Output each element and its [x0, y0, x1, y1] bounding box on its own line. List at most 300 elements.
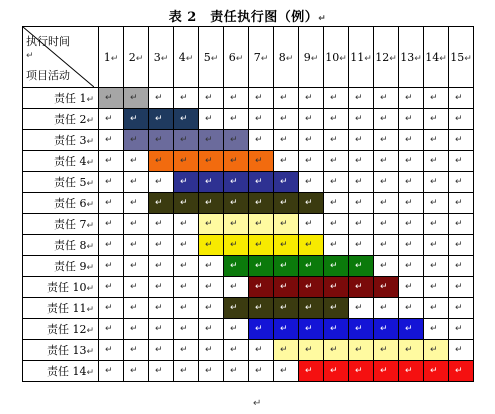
paragraph-mark: ↵	[280, 198, 288, 208]
paragraph-mark: ↵	[305, 303, 313, 313]
paragraph-mark: ↵	[405, 219, 413, 229]
schedule-cell-filled	[274, 340, 299, 361]
paragraph-mark: ↵	[364, 53, 372, 64]
paragraph-mark: ↵	[180, 114, 188, 124]
paragraph-mark: ↵	[230, 282, 238, 292]
paragraph-mark: ↵	[330, 324, 338, 334]
schedule-cell	[274, 151, 299, 172]
paragraph-mark: ↵	[430, 156, 438, 166]
row-label-cell	[23, 214, 99, 235]
paragraph-mark: ↵	[355, 219, 363, 229]
schedule-cell-filled	[224, 214, 249, 235]
schedule-cell-filled	[249, 151, 274, 172]
paragraph-mark: ↵	[155, 282, 163, 292]
schedule-cell-filled	[299, 319, 324, 340]
header-row	[23, 27, 474, 88]
schedule-cell-filled	[274, 172, 299, 193]
paragraph-mark: ↵	[86, 137, 94, 147]
paragraph-mark: ↵	[305, 93, 313, 103]
paragraph-mark: ↵	[355, 282, 363, 292]
schedule-cell	[449, 172, 474, 193]
schedule-cell	[174, 361, 199, 382]
schedule-cell	[99, 361, 124, 382]
paragraph-mark: ↵	[180, 303, 188, 313]
paragraph-mark: ↵	[130, 135, 138, 145]
paragraph-mark: ↵	[86, 347, 94, 357]
table-row	[23, 151, 474, 172]
schedule-cell	[124, 151, 149, 172]
schedule-cell-filled	[249, 214, 274, 235]
schedule-cell	[99, 340, 124, 361]
paragraph-mark: ↵	[280, 261, 288, 271]
paragraph-mark: ↵	[405, 366, 413, 376]
schedule-cell-filled	[424, 340, 449, 361]
schedule-cell-filled	[349, 277, 374, 298]
schedule-cell-filled	[249, 298, 274, 319]
schedule-cell-filled	[174, 151, 199, 172]
schedule-cell	[149, 298, 174, 319]
paragraph-mark: ↵	[280, 219, 288, 229]
table-row	[23, 298, 474, 319]
paragraph-mark: ↵	[180, 240, 188, 250]
paragraph-mark: ↵	[355, 156, 363, 166]
paragraph-mark: ↵	[155, 303, 163, 313]
schedule-cell	[449, 298, 474, 319]
column-header-15	[449, 27, 474, 88]
schedule-cell-filled	[299, 298, 324, 319]
paragraph-mark: ↵	[305, 345, 313, 355]
paragraph-mark: ↵	[235, 53, 244, 64]
paragraph-mark: ↵	[105, 261, 113, 271]
column-header-label: 2	[128, 50, 136, 64]
paragraph-mark: ↵	[105, 114, 113, 124]
paragraph-mark: ↵	[330, 261, 338, 271]
schedule-cell	[199, 361, 224, 382]
paragraph-mark: ↵	[355, 261, 363, 271]
schedule-cell	[199, 109, 224, 130]
schedule-cell-filled	[299, 361, 324, 382]
row-label: 责任 13	[46, 344, 87, 357]
schedule-cell	[324, 88, 349, 109]
paragraph-mark: ↵	[205, 345, 213, 355]
paragraph-mark: ↵	[230, 261, 238, 271]
schedule-cell	[349, 298, 374, 319]
schedule-cell	[199, 340, 224, 361]
paragraph-mark: ↵	[430, 219, 438, 229]
schedule-cell	[149, 277, 174, 298]
paragraph-mark: ↵	[318, 14, 327, 24]
schedule-cell	[449, 88, 474, 109]
paragraph-mark: ↵	[405, 198, 413, 208]
schedule-cell	[149, 361, 174, 382]
schedule-cell	[424, 88, 449, 109]
schedule-cell-filled	[274, 214, 299, 235]
schedule-cell	[124, 214, 149, 235]
schedule-cell-filled	[224, 172, 249, 193]
schedule-cell	[324, 172, 349, 193]
schedule-cell-filled	[374, 340, 399, 361]
column-header-label: 4	[178, 50, 186, 64]
column-header-label: 6	[228, 50, 236, 64]
schedule-cell-filled	[399, 361, 424, 382]
schedule-cell-filled	[149, 130, 174, 151]
paragraph-mark: ↵	[330, 219, 338, 229]
paragraph-mark: ↵	[205, 135, 213, 145]
schedule-cell	[124, 319, 149, 340]
paragraph-mark: ↵	[285, 53, 294, 64]
schedule-cell	[174, 277, 199, 298]
paragraph-mark: ↵	[180, 261, 188, 271]
schedule-cell	[274, 130, 299, 151]
paragraph-mark: ↵	[405, 324, 413, 334]
paragraph-mark: ↵	[389, 53, 397, 64]
corner-label-activity: 项目活动	[26, 69, 70, 82]
paragraph-mark: ↵	[380, 135, 388, 145]
schedule-cell	[149, 214, 174, 235]
row-label: 责任 11	[46, 302, 87, 315]
schedule-cell-filled	[199, 151, 224, 172]
paragraph-mark: ↵	[305, 324, 313, 334]
row-label-cell	[23, 361, 99, 382]
schedule-cell	[174, 319, 199, 340]
paragraph-mark: ↵	[105, 324, 113, 334]
paragraph-mark: ↵	[155, 261, 163, 271]
paragraph-mark: ↵	[130, 177, 138, 187]
schedule-cell-filled	[249, 235, 274, 256]
paragraph-mark: ↵	[405, 114, 413, 124]
schedule-cell-filled	[249, 256, 274, 277]
paragraph-mark: ↵	[455, 198, 463, 208]
schedule-cell	[399, 151, 424, 172]
row-label-cell	[23, 277, 99, 298]
schedule-cell-filled	[174, 130, 199, 151]
paragraph-mark: ↵	[405, 135, 413, 145]
paragraph-mark: ↵	[105, 366, 113, 376]
schedule-cell	[449, 235, 474, 256]
schedule-cell-filled	[199, 235, 224, 256]
paragraph-mark: ↵	[380, 282, 388, 292]
schedule-cell	[99, 109, 124, 130]
schedule-cell	[399, 235, 424, 256]
row-label-cell	[23, 256, 99, 277]
paragraph-mark: ↵	[430, 282, 438, 292]
paragraph-mark: ↵	[355, 114, 363, 124]
paragraph-mark: ↵	[205, 324, 213, 334]
row-label-cell	[23, 298, 99, 319]
schedule-cell-filled	[424, 361, 449, 382]
schedule-cell	[149, 235, 174, 256]
schedule-cell	[124, 193, 149, 214]
paragraph-mark: ↵	[180, 156, 188, 166]
schedule-cell-filled	[449, 361, 474, 382]
column-header-12	[374, 27, 399, 88]
paragraph-mark: ↵	[330, 198, 338, 208]
paragraph-mark: ↵	[414, 53, 422, 64]
schedule-cell-filled	[249, 319, 274, 340]
paragraph-mark: ↵	[430, 324, 438, 334]
paragraph-mark: ↵	[255, 324, 263, 334]
schedule-cell	[349, 193, 374, 214]
schedule-cell	[124, 256, 149, 277]
paragraph-mark: ↵	[380, 366, 388, 376]
schedule-cell	[449, 256, 474, 277]
schedule-cell	[224, 361, 249, 382]
row-label-cell	[23, 319, 99, 340]
paragraph-mark: ↵	[155, 93, 163, 103]
paragraph-mark: ↵	[355, 324, 363, 334]
paragraph-mark: ↵	[205, 93, 213, 103]
schedule-cell	[424, 130, 449, 151]
schedule-cell	[149, 88, 174, 109]
row-label: 责任 14	[46, 365, 87, 378]
schedule-cell	[449, 277, 474, 298]
schedule-cell-filled	[349, 361, 374, 382]
paragraph-mark: ↵	[439, 53, 447, 64]
paragraph-mark: ↵	[305, 240, 313, 250]
paragraph-mark: ↵	[230, 135, 238, 145]
paragraph-mark: ↵	[160, 53, 169, 64]
schedule-cell-filled	[349, 319, 374, 340]
paragraph-mark: ↵	[305, 114, 313, 124]
schedule-cell	[224, 319, 249, 340]
paragraph-mark: ↵	[155, 240, 163, 250]
paragraph-mark: ↵	[255, 240, 263, 250]
row-label: 责任 2	[53, 113, 87, 126]
paragraph-mark: ↵	[155, 366, 163, 376]
schedule-cell-filled	[274, 256, 299, 277]
paragraph-mark: ↵	[230, 345, 238, 355]
schedule-cell-filled	[199, 130, 224, 151]
responsibility-execution-table	[22, 26, 474, 382]
end-paragraph-mark: ↵	[253, 398, 262, 409]
schedule-cell	[374, 256, 399, 277]
paragraph-mark: ↵	[455, 135, 463, 145]
schedule-cell-filled	[199, 193, 224, 214]
schedule-cell	[399, 256, 424, 277]
paragraph-mark: ↵	[255, 93, 263, 103]
schedule-cell-filled	[224, 193, 249, 214]
paragraph-mark: ↵	[255, 219, 263, 229]
schedule-cell-filled	[149, 193, 174, 214]
schedule-cell	[124, 298, 149, 319]
paragraph-mark: ↵	[430, 303, 438, 313]
schedule-cell	[299, 130, 324, 151]
paragraph-mark: ↵	[280, 240, 288, 250]
paragraph-mark: ↵	[255, 177, 263, 187]
row-label-cell	[23, 109, 99, 130]
paragraph-mark: ↵	[180, 93, 188, 103]
paragraph-mark: ↵	[355, 303, 363, 313]
schedule-cell	[449, 130, 474, 151]
paragraph-mark: ↵	[130, 366, 138, 376]
schedule-cell-filled	[274, 319, 299, 340]
paragraph-mark: ↵	[330, 303, 338, 313]
corner-label-time: 执行时间	[26, 35, 70, 48]
table-row	[23, 256, 474, 277]
paragraph-mark: ↵	[455, 345, 463, 355]
column-header-6	[224, 27, 249, 88]
schedule-cell	[99, 151, 124, 172]
schedule-cell	[399, 130, 424, 151]
paragraph-mark: ↵	[155, 324, 163, 334]
row-label: 责任 12	[46, 323, 87, 336]
schedule-cell	[224, 340, 249, 361]
paragraph-mark: ↵	[455, 219, 463, 229]
paragraph-mark: ↵	[305, 156, 313, 166]
paragraph-mark: ↵	[455, 261, 463, 271]
paragraph-mark: ↵	[455, 114, 463, 124]
paragraph-mark: ↵	[280, 303, 288, 313]
schedule-cell	[149, 172, 174, 193]
paragraph-mark: ↵	[86, 116, 94, 126]
schedule-cell-filled	[324, 277, 349, 298]
paragraph-mark: ↵	[230, 303, 238, 313]
schedule-cell	[424, 277, 449, 298]
paragraph-mark: ↵	[230, 366, 238, 376]
schedule-cell	[199, 298, 224, 319]
paragraph-mark: ↵	[230, 177, 238, 187]
paragraph-mark: ↵	[155, 198, 163, 208]
paragraph-mark: ↵	[130, 114, 138, 124]
corner-paragraph-mark: ↵	[26, 51, 34, 61]
schedule-cell	[174, 256, 199, 277]
column-header-14	[424, 27, 449, 88]
schedule-cell	[324, 109, 349, 130]
paragraph-mark: ↵	[280, 282, 288, 292]
schedule-cell	[124, 361, 149, 382]
paragraph-mark: ↵	[455, 177, 463, 187]
paragraph-mark: ↵	[339, 53, 347, 64]
paragraph-mark: ↵	[305, 177, 313, 187]
schedule-cell	[399, 298, 424, 319]
schedule-cell	[274, 88, 299, 109]
paragraph-mark: ↵	[105, 177, 113, 187]
paragraph-mark: ↵	[380, 324, 388, 334]
schedule-cell	[324, 130, 349, 151]
paragraph-mark: ↵	[205, 177, 213, 187]
paragraph-mark: ↵	[305, 261, 313, 271]
paragraph-mark: ↵	[180, 345, 188, 355]
schedule-cell	[349, 235, 374, 256]
paragraph-mark: ↵	[380, 198, 388, 208]
schedule-cell	[399, 277, 424, 298]
schedule-cell	[299, 109, 324, 130]
schedule-cell	[299, 88, 324, 109]
paragraph-mark: ↵	[380, 240, 388, 250]
schedule-cell	[374, 109, 399, 130]
paragraph-mark: ↵	[130, 219, 138, 229]
schedule-cell	[99, 319, 124, 340]
paragraph-mark: ↵	[405, 93, 413, 103]
table-row	[23, 172, 474, 193]
schedule-cell	[299, 151, 324, 172]
paragraph-mark: ↵	[130, 198, 138, 208]
column-header-1	[99, 27, 124, 88]
paragraph-mark: ↵	[455, 366, 463, 376]
schedule-cell	[449, 151, 474, 172]
paragraph-mark: ↵	[355, 345, 363, 355]
schedule-cell	[199, 88, 224, 109]
schedule-cell-filled	[399, 319, 424, 340]
paragraph-mark: ↵	[405, 240, 413, 250]
paragraph-mark: ↵	[105, 282, 113, 292]
schedule-cell	[424, 298, 449, 319]
paragraph-mark: ↵	[205, 156, 213, 166]
paragraph-mark: ↵	[86, 242, 94, 252]
paragraph-mark: ↵	[455, 324, 463, 334]
paragraph-mark: ↵	[355, 135, 363, 145]
schedule-cell	[224, 109, 249, 130]
paragraph-mark: ↵	[105, 93, 113, 103]
schedule-cell	[324, 235, 349, 256]
paragraph-mark: ↵	[280, 135, 288, 145]
column-header-label: 3	[153, 50, 161, 64]
paragraph-mark: ↵	[405, 303, 413, 313]
schedule-cell-filled	[199, 214, 224, 235]
paragraph-mark: ↵	[105, 135, 113, 145]
paragraph-mark: ↵	[105, 198, 113, 208]
paragraph-mark: ↵	[230, 156, 238, 166]
paragraph-mark: ↵	[180, 219, 188, 229]
schedule-cell-filled	[374, 361, 399, 382]
paragraph-mark: ↵	[380, 93, 388, 103]
paragraph-mark: ↵	[155, 156, 163, 166]
column-header-8	[274, 27, 299, 88]
paragraph-mark: ↵	[255, 282, 263, 292]
schedule-cell	[124, 235, 149, 256]
column-header-5	[199, 27, 224, 88]
schedule-cell-filled	[149, 151, 174, 172]
paragraph-mark: ↵	[380, 345, 388, 355]
paragraph-mark: ↵	[86, 305, 94, 315]
column-header-2	[124, 27, 149, 88]
paragraph-mark: ↵	[330, 135, 338, 145]
paragraph-mark: ↵	[180, 282, 188, 292]
column-header-9	[299, 27, 324, 88]
paragraph-mark: ↵	[130, 240, 138, 250]
column-header-11	[349, 27, 374, 88]
paragraph-mark: ↵	[255, 198, 263, 208]
schedule-cell	[349, 88, 374, 109]
schedule-cell	[374, 298, 399, 319]
paragraph-mark: ↵	[430, 198, 438, 208]
paragraph-mark: ↵	[205, 114, 213, 124]
paragraph-mark: ↵	[255, 156, 263, 166]
schedule-cell-filled	[99, 88, 124, 109]
paragraph-mark: ↵	[455, 240, 463, 250]
schedule-cell-filled	[299, 277, 324, 298]
paragraph-mark: ↵	[255, 303, 263, 313]
paragraph-mark: ↵	[130, 93, 138, 103]
schedule-cell	[174, 235, 199, 256]
table-row	[23, 88, 474, 109]
schedule-cell-filled	[349, 256, 374, 277]
row-label-cell	[23, 235, 99, 256]
schedule-cell	[99, 214, 124, 235]
schedule-cell-filled	[249, 277, 274, 298]
schedule-cell-filled	[199, 172, 224, 193]
column-header-label: 9	[303, 50, 311, 64]
schedule-cell	[374, 151, 399, 172]
paragraph-mark: ↵	[355, 198, 363, 208]
table-row	[23, 340, 474, 361]
schedule-cell-filled	[299, 235, 324, 256]
paragraph-mark: ↵	[430, 366, 438, 376]
schedule-cell-filled	[274, 193, 299, 214]
paragraph-mark: ↵	[130, 282, 138, 292]
table-row	[23, 109, 474, 130]
schedule-cell-filled	[124, 130, 149, 151]
